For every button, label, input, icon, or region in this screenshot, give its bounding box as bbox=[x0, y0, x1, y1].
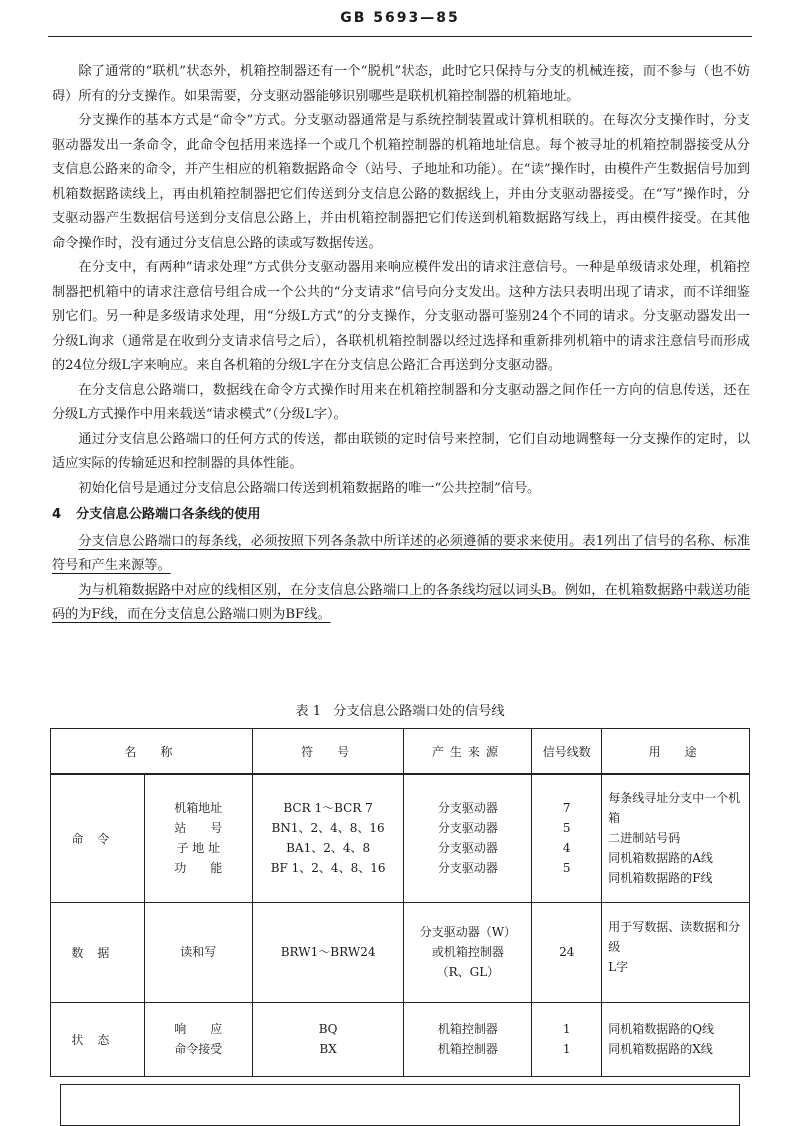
table-cell: 读和写 bbox=[180, 945, 217, 959]
table-caption-label: 表 1 bbox=[295, 704, 322, 719]
table-cell: 机箱控制器 bbox=[437, 1022, 498, 1036]
paragraph bbox=[52, 579, 750, 628]
table-cell: BA1、2、4、8 bbox=[286, 841, 371, 856]
footnote-box bbox=[60, 1084, 740, 1126]
table-cell: 机箱地址 bbox=[174, 801, 223, 816]
table-cell: L字 bbox=[608, 959, 629, 974]
table-cell: 机箱控制器 bbox=[437, 1042, 498, 1056]
table-cell: BRW1～BRW24 bbox=[280, 945, 376, 959]
names-cell bbox=[144, 902, 252, 1002]
table-cell: 同机箱数据路的X线 bbox=[608, 1042, 713, 1056]
section-heading bbox=[52, 503, 750, 528]
names-cell bbox=[144, 1002, 252, 1076]
category-cell: 数据 bbox=[51, 902, 145, 1002]
table-caption-text: 分支信息公路端口处的信号线 bbox=[333, 704, 505, 719]
category-cell: 状态 bbox=[51, 1002, 145, 1076]
table-cell: 分支驱动器 bbox=[437, 801, 498, 816]
table-cell: 或机箱控制器 bbox=[431, 945, 504, 959]
symbols-cell bbox=[252, 902, 404, 1002]
body-text bbox=[52, 60, 750, 628]
header-purpose: 用 途 bbox=[602, 729, 750, 775]
table-cell: BX bbox=[319, 1042, 337, 1056]
table-cell: 同机箱数据路的F线 bbox=[608, 871, 713, 886]
purposes-cell bbox=[602, 774, 750, 902]
symbols-cell bbox=[252, 1002, 404, 1076]
paragraph: 在分支中，有两种“请求处理”方式供分支驱动器用来响应模件发出的请求注意信号。一种是单级请求处理，机箱控制器把机箱中的请求注意信号组合成一个公共的“分支请求”信号向分支发出。这种方法只表明出现了请求，而不详细鉴别它们。另一种是多级请求处理，用“分级L方式”的分支操作，分支驱动器可鉴别24个不同的请求。分支驱动器发出一分级L询求（通常是在收到分支请求信号之后），各联机机箱控制器以经过选择和重新排列机箱中的请求注意信号而形成的24位分级L字来响应。来自各机箱的分级L字在分支信息公路汇合再送到分支驱动器。 bbox=[52, 260, 750, 373]
header-rule bbox=[48, 36, 752, 37]
table-cell: 分支驱动器 bbox=[437, 841, 498, 856]
table-cell: BN1、2、4、8、16 bbox=[271, 821, 385, 836]
table-cell: 每条线寻址分支中一个机箱 bbox=[608, 791, 741, 826]
table-row-data bbox=[51, 902, 750, 1002]
underlined-text: 分支信息公路端口的每条线，必须按照下列各条款中所详述的必须遵循的要求来使用。表1列出了信号的名称、标准符号和产生来源等。 bbox=[52, 533, 750, 573]
purposes-cell bbox=[602, 902, 750, 1002]
counts-cell bbox=[532, 902, 602, 1002]
table-cell: 同机箱数据路的Q线 bbox=[608, 1022, 715, 1036]
table-cell: BCR 1～BCR 7 bbox=[283, 801, 373, 816]
paragraph: 初始化信号是通过分支信息公路端口传送到机箱数据路的唯一“公共控制”信号。 bbox=[78, 480, 541, 496]
table-cell: （R、GL） bbox=[436, 965, 500, 979]
header-symbol: 符 号 bbox=[252, 729, 404, 775]
paragraph: 通过分支信息公路端口的任何方式的传送，都由联锁的定时信号来控制，它们自动地调整每一分支操作的定时，以适应实际的传输延迟和控制器的具体性能。 bbox=[52, 431, 750, 471]
table-cell: 分支驱动器 bbox=[437, 821, 498, 836]
table-cell: 24 bbox=[559, 945, 575, 959]
table-cell: 分支驱动器（W） bbox=[419, 925, 517, 939]
category-cell: 命令 bbox=[51, 774, 145, 902]
header-source: 产生来源 bbox=[404, 729, 532, 775]
table-cell: 子 地 址 bbox=[176, 841, 221, 856]
table-row-status bbox=[51, 1002, 750, 1076]
table-cell: 同机箱数据路的A线 bbox=[608, 851, 713, 866]
table-cell: 1 bbox=[562, 1022, 571, 1036]
table-cell: 功 能 bbox=[174, 861, 223, 876]
sources-cell bbox=[404, 774, 532, 902]
header-name: 名 称 bbox=[51, 729, 253, 775]
sources-cell bbox=[404, 1002, 532, 1076]
symbols-cell bbox=[252, 774, 404, 902]
counts-cell bbox=[532, 1002, 602, 1076]
counts-cell bbox=[532, 774, 602, 902]
table-cell: 分支驱动器 bbox=[437, 861, 498, 876]
table-cell: 站 号 bbox=[174, 821, 223, 836]
table-row-command bbox=[51, 774, 750, 902]
underlined-text: 为与机箱数据路中对应的线相区别，在分支信息公路端口上的各条线均冠以词头B。例如，在机箱数据路中载送功能码的为F线，而在分支信息公路端口则为BF线。 bbox=[52, 582, 750, 622]
purposes-cell bbox=[602, 1002, 750, 1076]
table-cell: 5 bbox=[562, 821, 571, 836]
table-caption bbox=[0, 700, 800, 719]
page-header-title: GB 5693—85 bbox=[340, 10, 460, 26]
table-cell: 二进制站号码 bbox=[608, 831, 681, 846]
section-number: 4 bbox=[52, 507, 62, 522]
paragraph: 除了通常的“联机”状态外，机箱控制器还有一个“脱机”状态，此时它只保持与分支的机械连接，而不参与（也不妨碍）所有的分支操作。如果需要，分支驱动器能够识别哪些是联机机箱控制器的机箱地址。 bbox=[52, 64, 750, 104]
table-cell: BF 1、2、4、8、16 bbox=[270, 861, 386, 876]
table-cell: 4 bbox=[562, 841, 571, 856]
names-cell bbox=[144, 774, 252, 902]
section-title: 分支信息公路端口各条线的使用 bbox=[76, 507, 261, 522]
table-header-row bbox=[51, 729, 750, 775]
table-cell: 1 bbox=[562, 1042, 571, 1056]
sources-cell bbox=[404, 902, 532, 1002]
header-count: 信号线数 bbox=[532, 729, 602, 775]
table-cell: BQ bbox=[318, 1022, 338, 1036]
table-cell: 响 应 bbox=[174, 1022, 223, 1036]
table-cell: 命令接受 bbox=[174, 1042, 223, 1056]
table-cell: 用于写数据、读数据和分级 bbox=[608, 919, 741, 954]
table-cell: 5 bbox=[562, 861, 571, 876]
signal-table bbox=[50, 728, 750, 1077]
paragraph: 在分支信息公路端口，数据线在命令方式操作时用来在机箱控制器和分支驱动器之间作任一方向的信息传送，还在分级L方式操作中用来载送“请求模式”（分级L字）。 bbox=[52, 382, 750, 422]
table-cell: 7 bbox=[562, 801, 571, 816]
paragraph: 分支操作的基本方式是“命令”方式。分支驱动器通常是与系统控制装置或计算机相联的。在每次分支操作时，分支驱动器发出一条命令，此命令包括用来选择一个或几个机箱控制器的机箱地址信息。每个被寻址的机箱控制器接受从分支信息公路来的命令，并产生相应的机箱数据路命令（站号、子地址和功能）。在“读”操作时，由模件产生数据信号加到机箱数据路读线上，再由机箱控制器把它们传送到分支信息公路的数据线上，并由分支驱动器接受。在“写”操作时，分支驱动器产生数据信号送到分支信息公路上，并由机箱控制器把它们传送到机箱数据路写线上，再由模件接受。在其他命令操作时，没有通过分支信息公路的读或写数据传送。 bbox=[52, 113, 750, 251]
paragraph bbox=[52, 530, 750, 579]
